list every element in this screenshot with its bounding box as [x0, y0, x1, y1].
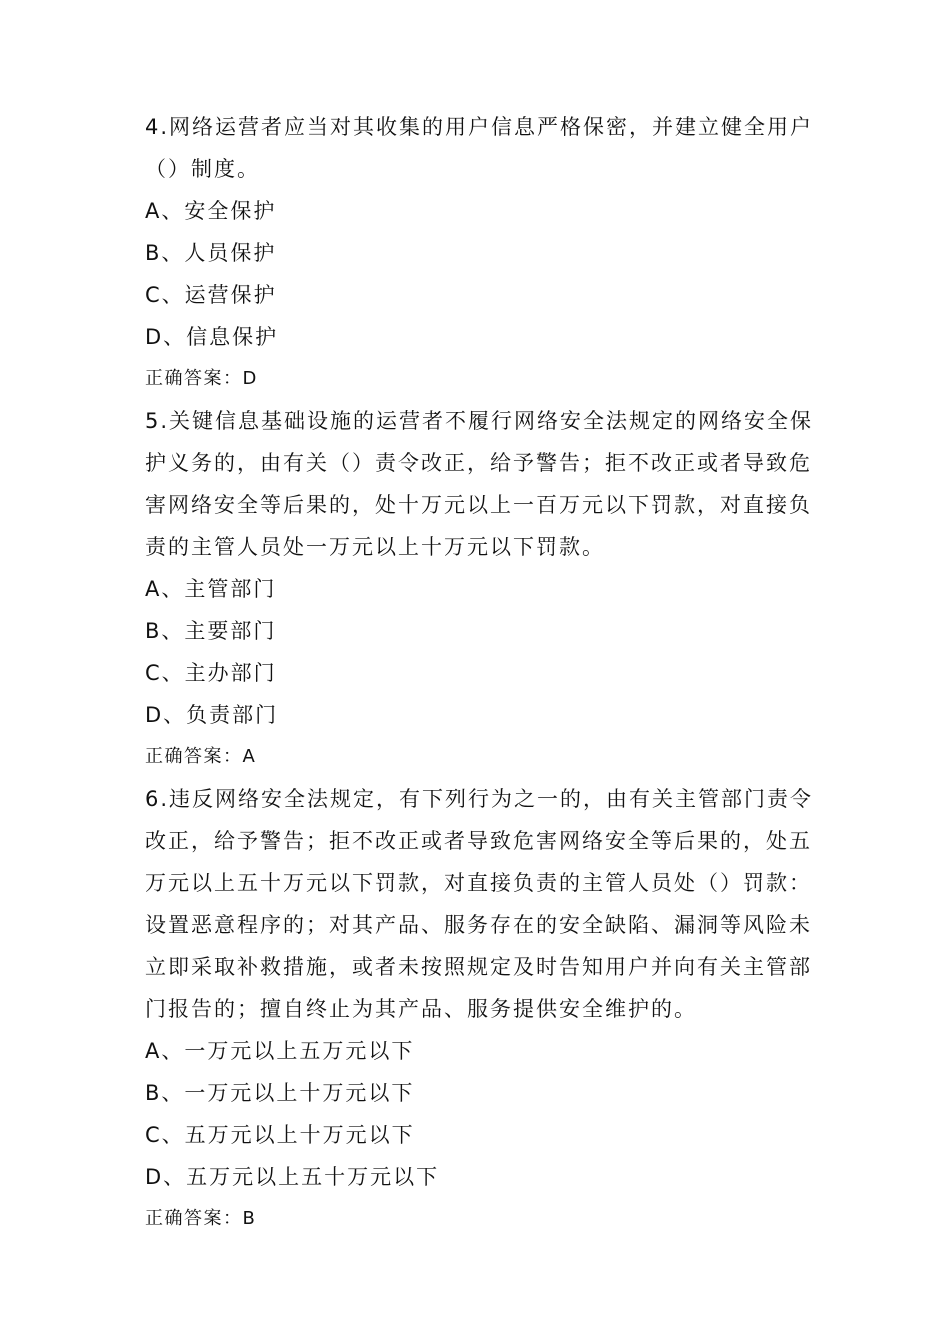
question-5	[145, 400, 820, 778]
option-d: D、负责部门	[145, 703, 279, 727]
question-text-line: 害网络安全等后果的，处十万元以上一百万元以下罚款，对直接负	[145, 493, 812, 517]
question-text-line: 万元以上五十万元以下罚款，对直接负责的主管人员处（）罚款：	[145, 871, 812, 895]
option-b: B、一万元以上十万元以下	[145, 1081, 415, 1105]
option-c: C、运营保护	[145, 283, 277, 307]
option-d: D、信息保护	[145, 325, 279, 349]
question-text-line: 改正，给予警告；拒不改正或者导致危害网络安全等后果的，处五	[145, 829, 812, 853]
question-text-line: 责的主管人员处一万元以上十万元以下罚款。	[145, 535, 605, 559]
option-d: D、五万元以上五十万元以下	[145, 1165, 440, 1189]
question-text-line: 护义务的，由有关（）责令改正，给予警告；拒不改正或者导致危	[145, 451, 812, 475]
correct-answer: 正确答案：A	[145, 746, 257, 767]
option-b: B、主要部门	[145, 619, 277, 643]
question-4	[145, 106, 820, 400]
option-a: A、一万元以上五万元以下	[145, 1039, 415, 1063]
option-a: A、安全保护	[145, 199, 277, 223]
question-6	[145, 778, 820, 1240]
option-c: C、主办部门	[145, 661, 277, 685]
option-b: B、人员保护	[145, 241, 277, 265]
option-a: A、主管部门	[145, 577, 277, 601]
question-text-line: 设置恶意程序的；对其产品、服务存在的安全缺陷、漏洞等风险未	[145, 913, 812, 937]
option-c: C、五万元以上十万元以下	[145, 1123, 415, 1147]
question-text-line: 6.违反网络安全法规定，有下列行为之一的，由有关主管部门责令	[145, 787, 814, 811]
correct-answer: 正确答案：D	[145, 368, 258, 389]
question-text-line: 5.关键信息基础设施的运营者不履行网络安全法规定的网络安全保	[145, 409, 814, 433]
question-text-line: 门报告的；擅自终止为其产品、服务提供安全维护的。	[145, 997, 697, 1021]
correct-answer: 正确答案：B	[145, 1208, 257, 1229]
question-text-line: 4.网络运营者应当对其收集的用户信息严格保密，并建立健全用户	[145, 115, 814, 139]
question-text-line: 立即采取补救措施，或者未按照规定及时告知用户并向有关主管部	[145, 955, 812, 979]
question-text-line: （）制度。	[145, 157, 260, 181]
